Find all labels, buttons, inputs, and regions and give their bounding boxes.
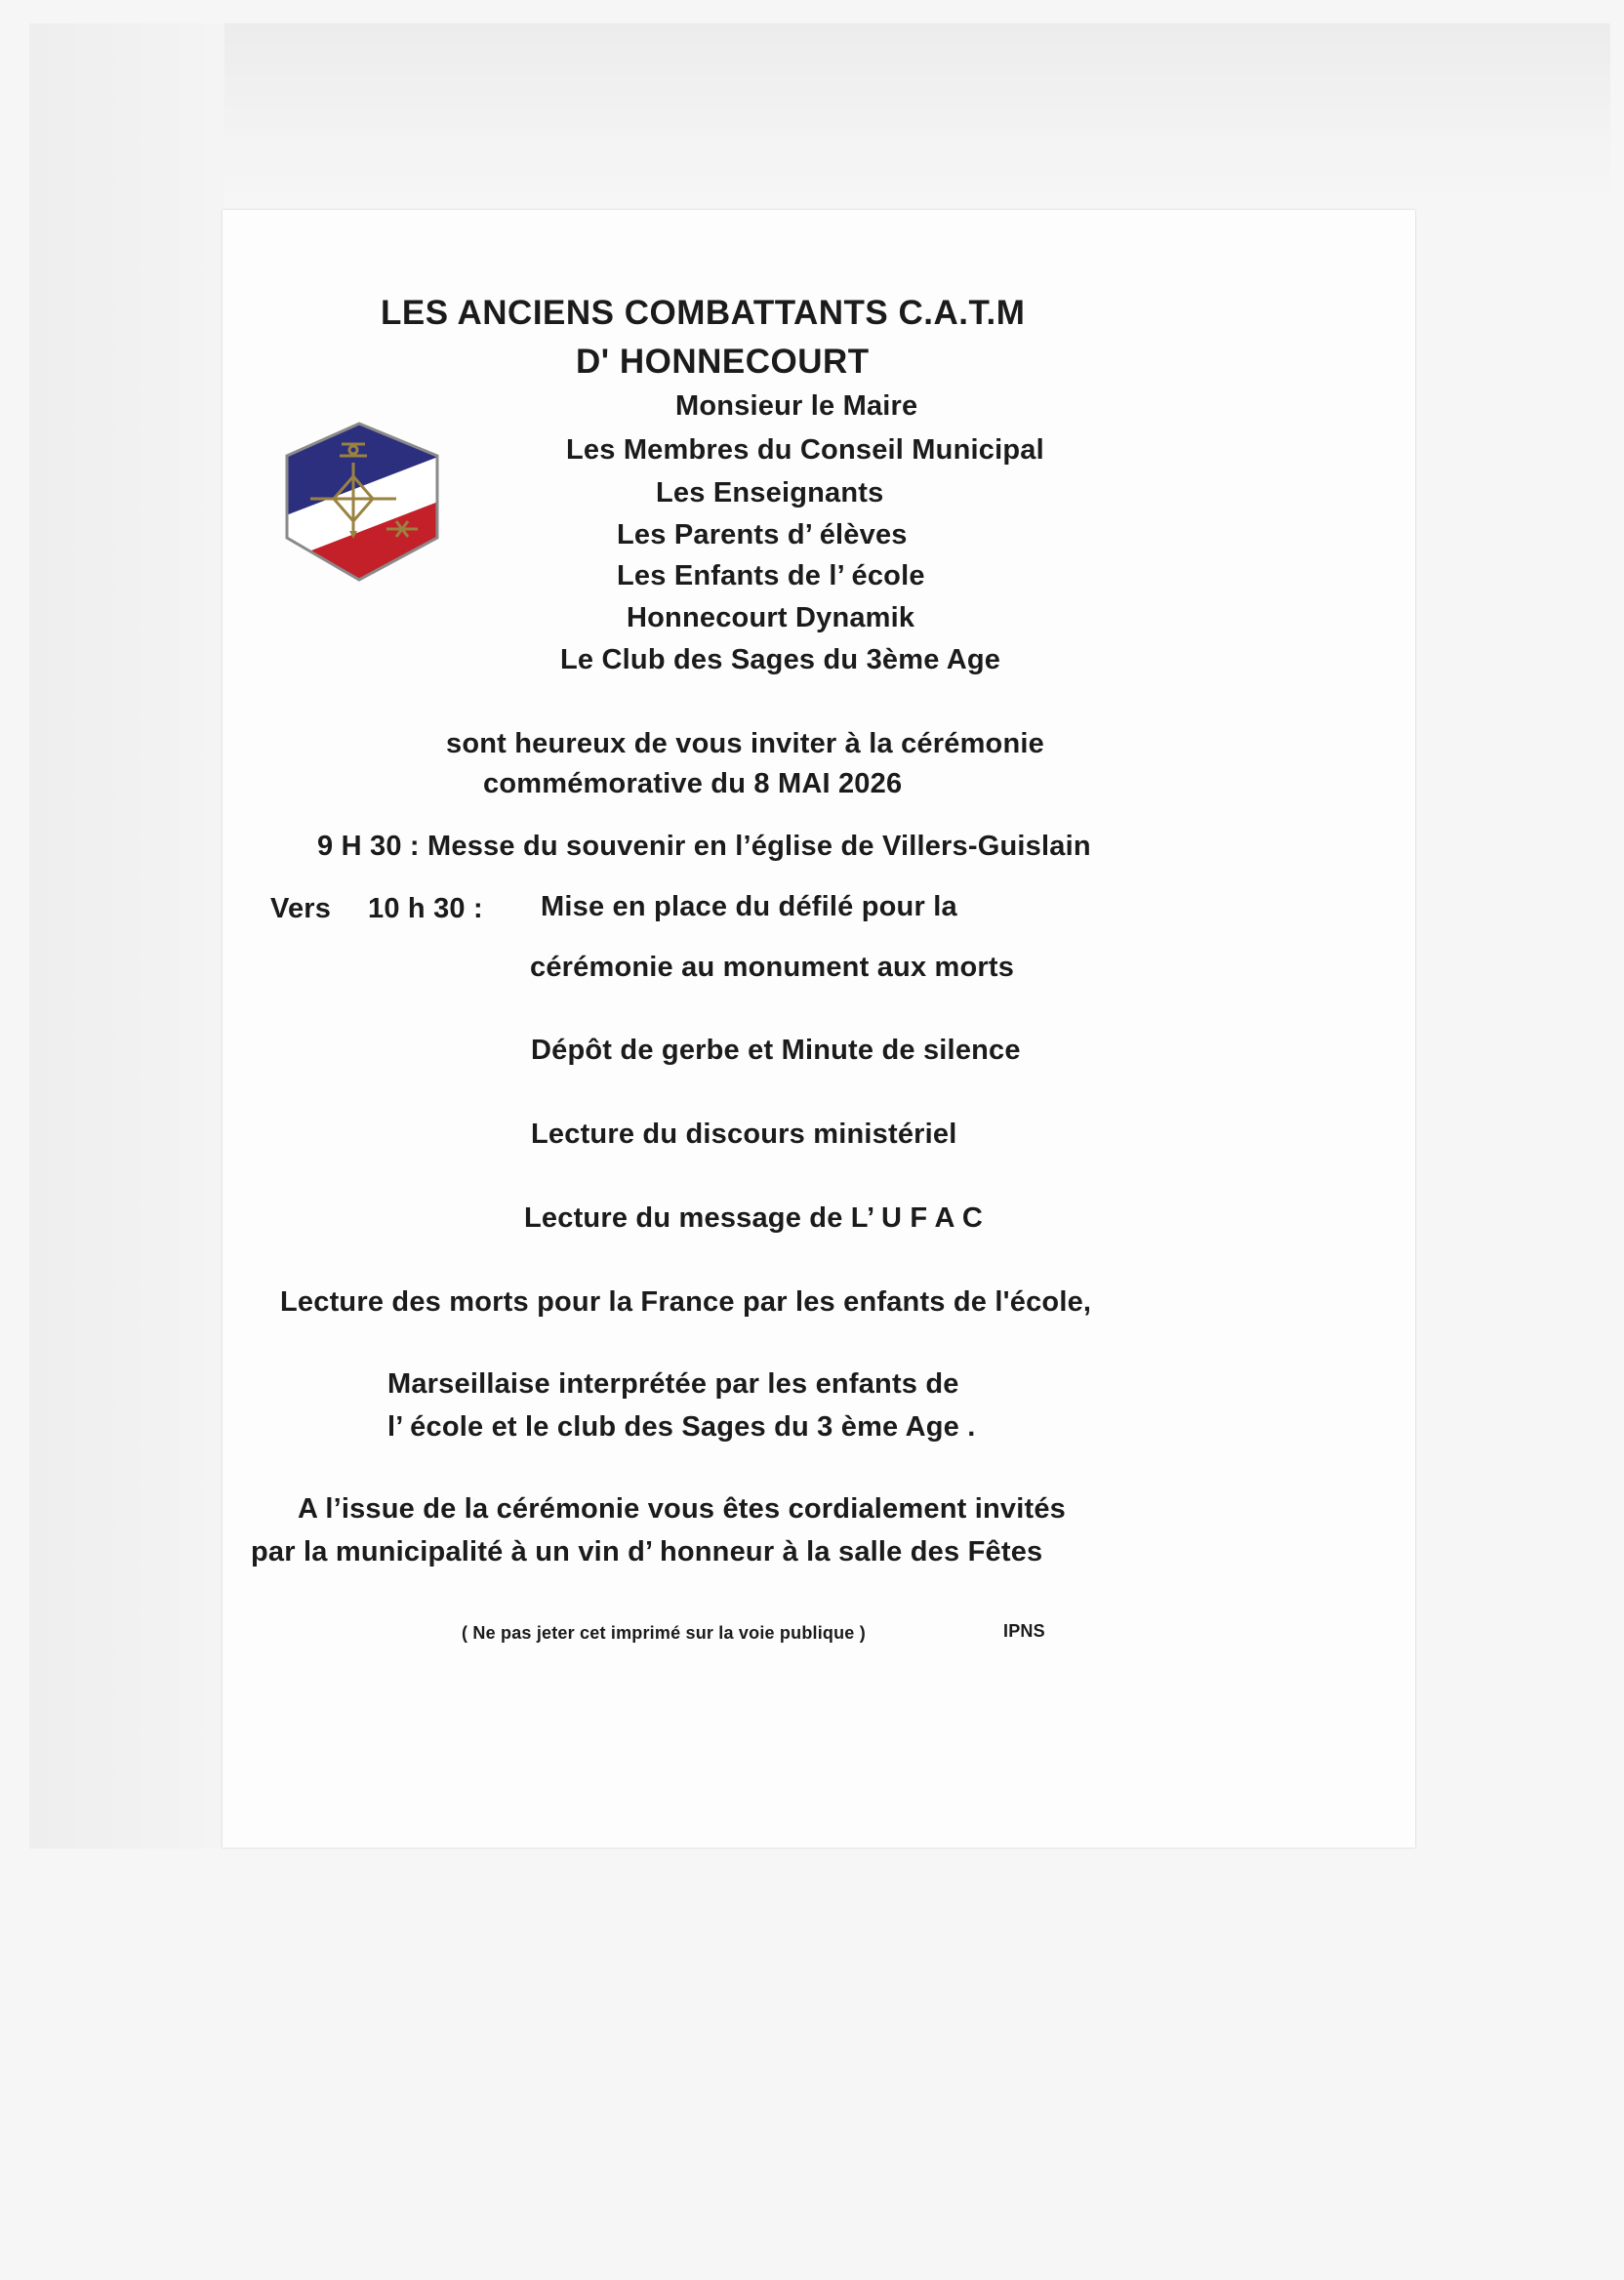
host-teachers: Les Enseignants: [656, 477, 884, 509]
footer-notice: ( Ne pas jeter cet imprimé sur la voie publique ): [462, 1623, 866, 1643]
schedule-wreath: Dépôt de gerbe et Minute de silence: [531, 1035, 1021, 1066]
schedule-dead: Lecture des morts pour la France par les enfants de l'école,: [280, 1286, 1092, 1318]
header-subtitle: D' HONNECOURT: [576, 343, 870, 381]
closing-line-1: A l’issue de la cérémonie vous êtes cordialement invités: [298, 1493, 1066, 1525]
schedule-parade-1: Mise en place du défilé pour la: [541, 891, 957, 922]
host-children: Les Enfants de l’ école: [617, 560, 925, 591]
schedule-anthem-1: Marseillaise interprétée par les enfants de: [387, 1368, 959, 1400]
schedule-speech: Lecture du discours ministériel: [531, 1119, 957, 1150]
schedule-vers: Vers: [270, 893, 332, 924]
header-title: LES ANCIENS COMBATTANTS C.A.T.M: [381, 294, 1026, 332]
footer-ipns: IPNS: [1003, 1621, 1045, 1641]
invitation-line-2: commémorative du 8 MAI 2026: [483, 768, 903, 799]
invitation-line-1: sont heureux de vous inviter à la cérémonie: [446, 728, 1044, 759]
host-mayor: Monsieur le Maire: [675, 390, 918, 422]
schedule-ufac: Lecture du message de L’ U F A C: [524, 1202, 983, 1234]
host-dynamik: Honnecourt Dynamik: [627, 602, 915, 633]
host-council: Les Membres du Conseil Municipal: [566, 434, 1044, 466]
scan-shadow-left: [29, 23, 224, 1849]
schedule-parade-2: cérémonie au monument aux morts: [530, 952, 1015, 983]
schedule-anthem-2: l’ école et le club des Sages du 3 ème Age .: [387, 1411, 976, 1443]
scan-shadow-top: [29, 23, 1610, 209]
host-parents: Les Parents d’ élèves: [617, 519, 908, 550]
schedule-time: 10 h 30 :: [368, 893, 483, 924]
schedule-mass: 9 H 30 : Messe du souvenir en l’église de Villers-Guislain: [317, 831, 1091, 862]
host-club: Le Club des Sages du 3ème Age: [560, 644, 1001, 675]
tricolour-hexagon-badge-icon: [281, 420, 443, 584]
closing-line-2: par la municipalité à un vin d’ honneur à la salle des Fêtes: [251, 1536, 1043, 1568]
